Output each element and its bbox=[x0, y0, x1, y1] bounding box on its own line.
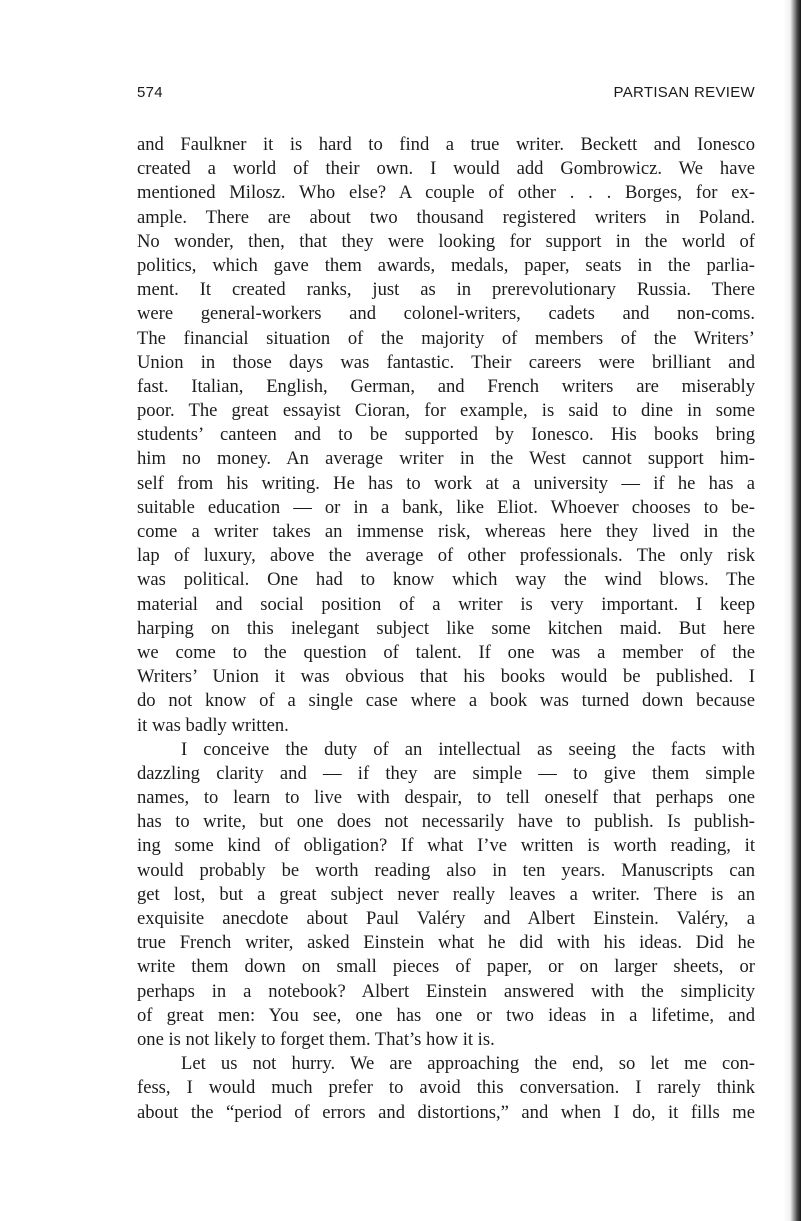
text-line: material and social position of a writer is very important. I keep bbox=[137, 593, 755, 615]
text-line: names, to learn to live with despair, to tell oneself that perhaps one bbox=[137, 787, 755, 809]
text-line: Let us not hurry. We are approaching the end, so let me con- bbox=[181, 1053, 755, 1075]
text-line: harping on this inelegant subject like some kitchen maid. But here bbox=[137, 617, 755, 639]
text-line: ing some kind of obligation? If what I’ve written is worth reading, it bbox=[137, 835, 755, 857]
text-line: poor. The great essayist Cioran, for example, is said to dine in some bbox=[137, 400, 755, 422]
text-line: him no money. An average writer in the West cannot support him- bbox=[137, 448, 755, 470]
text-line: created a world of their own. I would add Gombrowicz. We have bbox=[137, 158, 755, 180]
text-line: was political. One had to know which way the wind blows. The bbox=[137, 569, 755, 591]
text-line: do not know of a single case where a book was turned down because bbox=[137, 690, 755, 712]
page-edge-shadow bbox=[783, 0, 801, 1221]
text-line: Union in those days was fantastic. Their careers were brilliant and bbox=[137, 351, 755, 373]
text-line: ment. It created ranks, just as in prerevolutionary Russia. There bbox=[137, 279, 755, 301]
text-line: come a writer takes an immense risk, whereas here they lived in the bbox=[137, 521, 755, 542]
text-line: Writers’ Union it was obvious that his books would be published. I bbox=[137, 666, 755, 688]
text-line: The financial situation of the majority of members of the Writers’ bbox=[137, 327, 755, 349]
text-line: No wonder, then, that they were looking for support in the world of bbox=[137, 230, 755, 252]
text-line: ample. There are about two thousand registered writers in Poland. bbox=[137, 206, 755, 228]
text-line: fess, I would much prefer to avoid this conversation. I rarely think bbox=[137, 1077, 755, 1099]
text-line: suitable education — or in a bank, like Eliot. Whoever chooses to be- bbox=[137, 496, 755, 518]
text-line: lap of luxury, above the average of other professionals. The only risk bbox=[137, 545, 755, 567]
text-line: write them down on small pieces of paper, or on larger sheets, or bbox=[137, 956, 755, 978]
text-line: self from his writing. He has to work at a university — if he has a bbox=[137, 472, 755, 494]
paragraph bbox=[137, 1052, 755, 1125]
journal-title: PARTISAN REVIEW bbox=[613, 84, 755, 101]
paragraph bbox=[137, 133, 755, 738]
text-line: has to write, but one does not necessarily have to publish. Is publish- bbox=[137, 811, 755, 833]
text-line: perhaps in a notebook? Albert Einstein answered with the simplicity bbox=[137, 980, 755, 1002]
text-line: about the “period of errors and distortions,” and when I do, it fills me bbox=[137, 1101, 755, 1123]
text-line: and Faulkner it is hard to find a true writer. Beckett and Ionesco bbox=[137, 134, 755, 155]
text-line: dazzling clarity and — if they are simple — to give them simple bbox=[137, 762, 755, 784]
text-line: would probably be worth reading also in ten years. Manuscripts can bbox=[137, 859, 755, 881]
text-line: exquisite anecdote about Paul Valéry and Albert Einstein. Valéry, a bbox=[137, 908, 755, 929]
body-text bbox=[137, 133, 755, 1125]
text-line: get lost, but a great subject never really leaves a writer. There is an bbox=[137, 883, 755, 905]
text-line: one is not likely to forget them. That’s how it is. bbox=[137, 1028, 495, 1050]
text-line: students’ canteen and to be supported by Ionesco. His books bring bbox=[137, 424, 755, 446]
paragraph bbox=[137, 738, 755, 1052]
text-line: it was badly written. bbox=[137, 714, 289, 736]
running-head bbox=[137, 84, 755, 106]
text-line: fast. Italian, English, German, and French writers are miserably bbox=[137, 375, 755, 397]
text-line: of great men: You see, one has one or two ideas in a lifetime, and bbox=[137, 1004, 755, 1026]
text-line: politics, which gave them awards, medals, paper, seats in the parlia- bbox=[137, 254, 755, 276]
text-line: I conceive the duty of an intellectual as seeing the facts with bbox=[181, 738, 755, 760]
text-line: were general-workers and colonel-writers, cadets and non-coms. bbox=[137, 303, 755, 325]
text-line: we come to the question of talent. If one was a member of the bbox=[137, 641, 755, 663]
text-line: true French writer, asked Einstein what he did with his ideas. Did he bbox=[137, 932, 755, 954]
text-line: mentioned Milosz. Who else? A couple of other . . . Borges, for ex- bbox=[137, 182, 755, 204]
page-number: 574 bbox=[137, 84, 163, 101]
